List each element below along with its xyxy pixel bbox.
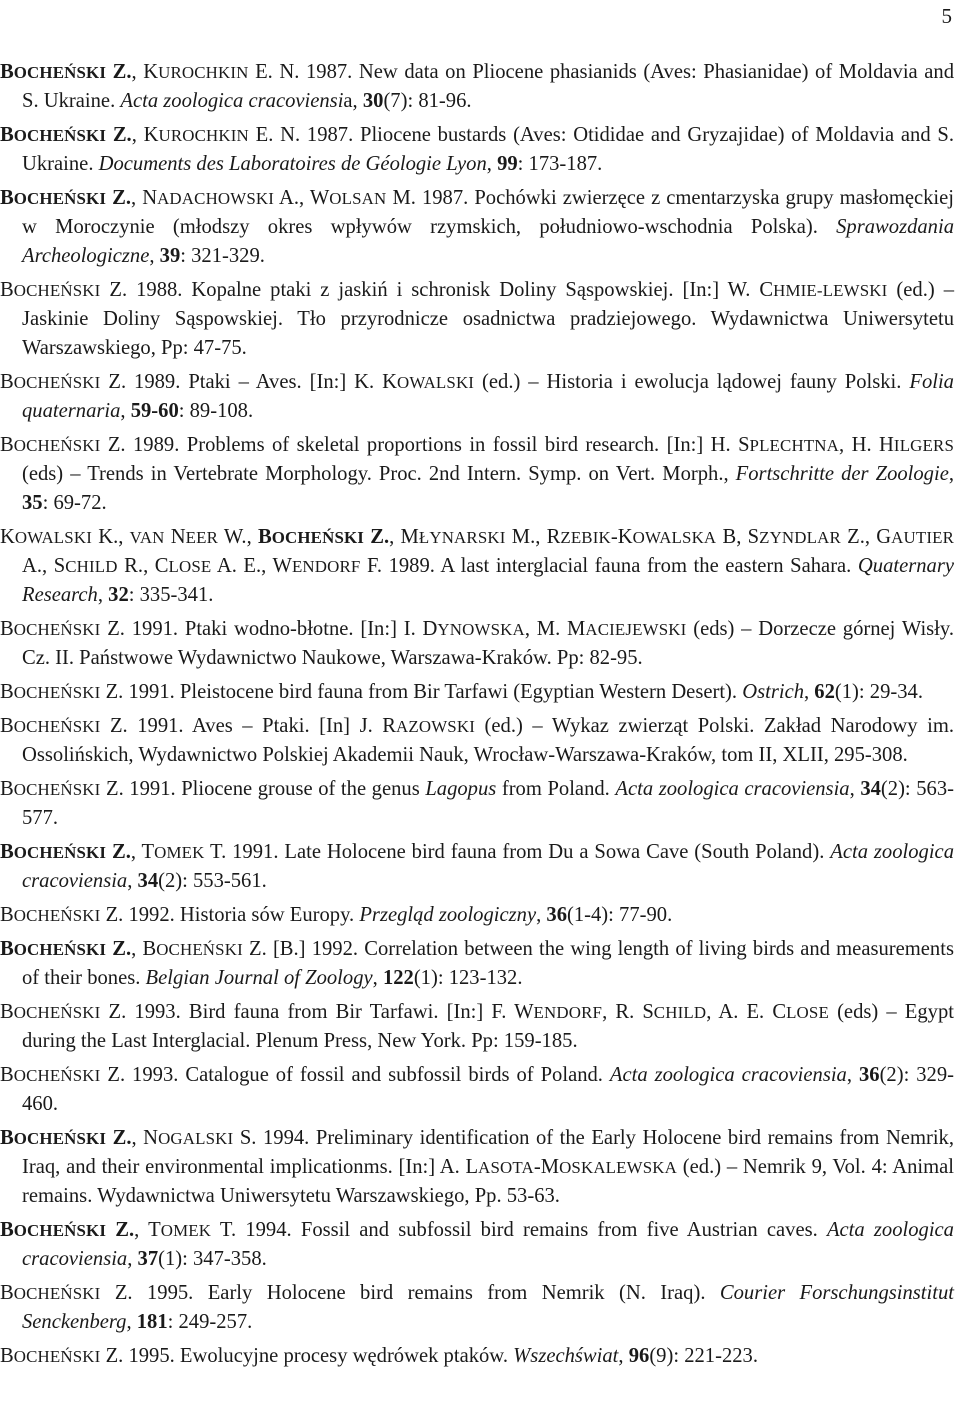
reference-text: A. E., W — [211, 555, 292, 577]
reference-journal-title: Lagopus — [425, 778, 497, 800]
reference-text: K — [0, 526, 15, 548]
reference-bold-text: B — [257, 526, 272, 548]
reference-journal-title: Przegląd zoologiczny — [359, 904, 537, 926]
reference-author-smallcaps: CHILD — [653, 1003, 707, 1022]
reference-author-smallcaps: OCHEŃSKI — [13, 436, 101, 455]
reference-text: Z. 1992. Historia sów Europy. — [100, 904, 360, 926]
reference-text: , — [120, 400, 131, 422]
reference-bold-text: Z. — [106, 938, 132, 960]
reference-text: Z. 1989. Ptaki – Aves. [In:] K. K — [100, 371, 397, 393]
reference-text: , A. E. C — [706, 1001, 787, 1023]
reference-entry — [0, 431, 954, 518]
reference-journal-title: Acta zoologica cracoviensi — [120, 90, 344, 112]
reference-text: T. 1991. Late Holocene bird fauna from Du a Sowa Cave (South Poland). — [204, 841, 831, 863]
reference-entry — [0, 1279, 954, 1337]
reference-text: Z. 1993. Bird fauna from Bir Tarfawi. [In:] F. W — [100, 1001, 534, 1023]
reference-text: , T — [134, 1219, 161, 1241]
reference-text: W., — [218, 526, 258, 548]
reference-text: (1): 347-358. — [158, 1248, 267, 1270]
reference-text: , — [149, 245, 160, 267]
reference-author-smallcaps: OCHEŃSKI — [13, 1284, 101, 1303]
reference-author-smallcaps: ASOTA — [478, 1158, 534, 1177]
reference-text: B — [0, 1282, 14, 1304]
reference-entry — [0, 184, 954, 271]
reference-text: : 173-187. — [517, 153, 603, 175]
reference-text: -M — [533, 1156, 560, 1178]
reference-bold-text: Z. — [106, 61, 132, 83]
reference-author-smallcaps: ENDORF — [533, 1003, 603, 1022]
reference-text: : 89-108. — [178, 400, 254, 422]
reference-author-smallcaps: AZOWSKI — [396, 717, 475, 736]
reference-text: (ed.) – Wykaz zwierząt Polski. Zakład Narodowy im. Ossolińskich, Wydawnictwo Polskiej Akademii Nauk, Wrocław-Warszawa-Kraków, tom II, XLII, 295-308. — [22, 715, 954, 766]
reference-text: E. N. 1987. New data on Pliocene phasianids (Aves: Phasianidae) of Moldavia and S. Ukraine. — [22, 61, 954, 112]
reference-text: (ed.) – Historia i ewolucja lądowej fauny Polski. — [474, 371, 910, 393]
reference-author-smallcaps: ENDORF — [291, 557, 361, 576]
reference-text: : 335-341. — [128, 584, 214, 606]
reference-author-smallcaps: ACIEJEWSKI — [585, 620, 687, 639]
reference-text: , — [126, 1311, 137, 1333]
reference-journal-title: Sprawozdania Archeologiczne — [22, 216, 954, 267]
reference-entry — [0, 901, 954, 930]
reference-journal-title: Quaternary Research — [22, 555, 954, 606]
reference-entry — [0, 615, 954, 673]
reference-text: -K — [610, 526, 633, 548]
reference-entry — [0, 1124, 954, 1211]
reference-author-smallcaps: OCHEŃSKI — [13, 1129, 107, 1148]
reference-text: E. N. 1987. Pliocene bustards (Aves: Otididae and Gryzajidae) of Moldavia and S. Ukraine. — [22, 124, 954, 175]
reference-bold-text: B — [0, 841, 14, 863]
reference-text: : 249-257. — [167, 1311, 253, 1333]
reference-text: , N — [131, 1127, 159, 1149]
reference-text: Z. 1995. Ewolucyjne procesy wędrówek ptaków. — [100, 1345, 514, 1367]
reference-bold-text: 32 — [108, 584, 129, 606]
reference-text: : 69-72. — [42, 492, 107, 514]
reference-text: (1): 29-34. — [834, 681, 923, 703]
reference-text: (eds) – Trends in Vertebrate Morphology. Proc. 2nd Intern. Symp. on Vert. Morph., — [22, 463, 736, 485]
reference-text: B — [0, 778, 14, 800]
reference-text: M., R — [505, 526, 561, 548]
reference-entry — [0, 276, 954, 363]
reference-bold-text: 36 — [858, 1064, 880, 1086]
reference-author-smallcaps: ŁYNARSKI — [418, 528, 506, 547]
reference-author-smallcaps: OCHEŃSKI — [13, 620, 101, 639]
reference-text: (eds) – Dorzecze górnej Wisły. Cz. II. Państwowe Wydawnictwo Naukowe, Warszawa-Kraków. Pp: 82-95. — [22, 618, 955, 669]
reference-text: B, S — [716, 526, 760, 548]
reference-author-smallcaps: HMIE-LEWSKI — [773, 281, 888, 300]
reference-entry — [0, 838, 954, 896]
reference-author-smallcaps: LOSE — [168, 557, 212, 576]
reference-text: , K — [131, 61, 159, 83]
reference-author-smallcaps: CHILD — [65, 557, 118, 576]
reference-author-smallcaps: OWALSKI — [396, 373, 475, 392]
reference-author-smallcaps: OSKALEWSKA — [559, 1158, 677, 1177]
reference-text: , M — [389, 526, 419, 548]
reference-text: Z., G — [840, 526, 892, 548]
reference-text: (9): 221-223. — [649, 1345, 758, 1367]
reference-author-smallcaps: OMEK — [154, 843, 205, 862]
reference-text: , K — [131, 124, 159, 146]
reference-bold-text: Z. — [106, 124, 132, 146]
reference-author-smallcaps: OCHEŃSKI — [13, 373, 101, 392]
reference-text: (ed.) – Nemrik 9, Vol. 4: Animal remains. Wydawnictwa Uniwersytetu Warszawskiego, Pp. 53-63. — [22, 1156, 954, 1207]
reference-text: , — [372, 967, 383, 989]
reference-text: , N — [131, 187, 158, 209]
reference-author-smallcaps: YNOWSKA — [437, 620, 525, 639]
reference-text: , — [536, 904, 547, 926]
reference-text: Z. 1991. Ptaki wodno-błotne. [In:] I. D — [100, 618, 438, 640]
reference-author-smallcaps: LOSE — [786, 1003, 829, 1022]
reference-author-smallcaps: OCHEŃSKI — [13, 126, 107, 145]
reference-bold-text: 181 — [136, 1311, 168, 1333]
reference-entry — [0, 775, 954, 833]
reference-author-smallcaps: OCHEŃSKI — [13, 683, 101, 702]
reference-text: T. 1994. Fossil and subfossil bird remains from five Austrian caves. — [211, 1219, 827, 1241]
reference-text: B — [0, 618, 14, 640]
reference-text: , — [486, 153, 498, 175]
reference-author-smallcaps: ADACHOWSKI — [157, 189, 275, 208]
reference-text: B — [0, 371, 14, 393]
reference-bold-text: 62 — [814, 681, 835, 703]
reference-bold-text: 99 — [497, 153, 518, 175]
reference-author-smallcaps: OCHEŃSKI — [13, 281, 101, 300]
reference-text: (2): 553-561. — [158, 870, 267, 892]
reference-author-smallcaps: OCHEŃSKI — [13, 940, 107, 959]
reference-bold-text: 35 — [22, 492, 43, 514]
reference-text: (2): 563-577. — [22, 778, 954, 829]
reference-text: A., W — [274, 187, 330, 209]
reference-text: Z. 1991. Pleistocene bird fauna from Bir Tarfawi (Egyptian Western Desert). — [100, 681, 743, 703]
reference-bold-text: B — [0, 938, 14, 960]
reference-bold-text: B — [0, 124, 14, 146]
reference-bold-text: 39 — [159, 245, 181, 267]
reference-text: A., S — [22, 555, 66, 577]
reference-bold-text: B — [0, 1127, 14, 1149]
reference-text: Z. [B.] 1992. Correlation between the wing length of living birds and measurements of their bones. — [22, 938, 954, 989]
reference-entry — [0, 368, 954, 426]
reference-author-smallcaps: OCHEŃSKI — [13, 1347, 101, 1366]
reference-entry — [0, 1061, 954, 1119]
reference-text: Z. 1991. Aves – Ptaki. [In] J. R — [100, 715, 397, 737]
reference-text: (1-4): 77-90. — [566, 904, 673, 926]
reference-text: B — [0, 715, 14, 737]
reference-author-smallcaps: OCHEŃSKI — [271, 528, 365, 547]
reference-author-smallcaps: OCHEŃSKI — [13, 906, 101, 925]
reference-journal-title: Courier Forschungsinstitut Senckenberg — [22, 1282, 954, 1333]
reference-bold-text: 34 — [137, 870, 159, 892]
reference-author-smallcaps: ZYNDLAR — [759, 528, 841, 547]
reference-author-smallcaps: OCHEŃSKI — [156, 940, 243, 959]
reference-bold-text: B — [0, 187, 14, 209]
reference-journal-title: Acta zoologica cracoviensia — [22, 841, 954, 892]
reference-text: B — [0, 1064, 14, 1086]
reference-author-smallcaps: UROCHKIN — [158, 126, 249, 145]
reference-text: Z. 1993. Catalogue of fossil and subfossil birds of Poland. — [100, 1064, 610, 1086]
reference-journal-title: Acta zoologica cracoviensia — [609, 1064, 847, 1086]
reference-author-smallcaps: OCHEŃSKI — [13, 1066, 101, 1085]
reference-text: , — [127, 870, 138, 892]
reference-entry — [0, 712, 954, 770]
reference-author-smallcaps: OCHEŃSKI — [13, 63, 107, 82]
reference-text: , — [948, 463, 954, 485]
reference-journal-title: Ostrich — [742, 681, 804, 703]
reference-text: (2): 329-460. — [22, 1064, 954, 1115]
reference-journal-title: Wszechświat — [513, 1345, 619, 1367]
reference-list — [0, 58, 954, 1376]
reference-bold-text: 122 — [382, 967, 414, 989]
reference-text: M. 1987. Pochówki zwierzęce z cmentarzyska grupy masłomęckiej w Moroczynie (młodszy okres wpływów rzymskich, południowo-wschodnia Polska). — [22, 187, 954, 238]
reference-bold-text: Z. — [106, 1127, 132, 1149]
reference-text: R., C — [117, 555, 169, 577]
reference-bold-text: B — [0, 61, 14, 83]
reference-text: Z. 1991. Pliocene grouse of the genus — [100, 778, 426, 800]
reference-journal-title: Acta zoologica cracoviensia — [22, 1219, 954, 1270]
reference-text: B — [0, 681, 14, 703]
reference-bold-text: 59-60 — [130, 400, 179, 422]
reference-author-smallcaps: OCHEŃSKI — [13, 780, 101, 799]
reference-text: Z. 1988. Kopalne ptaki z jaskiń i schronisk Doliny Sąspowskiej. [In:] W. C — [100, 279, 774, 301]
reference-text: (ed.) – Jaskinie Doliny Sąspowskiej. Tło przyrodnicze osadnictwa pradziejowego. Wydawnictwa Uniwersytetu Warszawskiego, Pp: 47-75. — [22, 279, 954, 359]
reference-text: , H. H — [839, 434, 894, 456]
reference-author-smallcaps: ILGERS — [893, 436, 954, 455]
reference-text: K., — [92, 526, 130, 548]
reference-author-smallcaps: UROCHKIN — [158, 63, 249, 82]
reference-text: , — [804, 681, 815, 703]
reference-text: , M. M — [524, 618, 586, 640]
reference-bold-text: 34 — [860, 778, 881, 800]
reference-bold-text: 30 — [362, 90, 384, 112]
reference-text: B — [0, 434, 14, 456]
reference-text: : 321-329. — [180, 245, 265, 267]
reference-journal-title: Belgian Journal of Zoology — [145, 967, 373, 989]
reference-author-smallcaps: ZEBIK — [560, 528, 611, 547]
reference-text: a, — [343, 90, 363, 112]
reference-entry — [0, 935, 954, 993]
reference-bold-text: Z. — [106, 1219, 135, 1241]
reference-entry — [0, 121, 954, 179]
reference-text: B — [0, 1345, 14, 1367]
reference-bold-text: 36 — [546, 904, 567, 926]
reference-author-smallcaps: PLECHTNA — [749, 436, 840, 455]
reference-text: (1): 123-132. — [413, 967, 523, 989]
reference-journal-title: Fortschritte der Zoologie — [735, 463, 949, 485]
reference-text: , — [846, 1064, 859, 1086]
reference-bold-text: Z. — [364, 526, 390, 548]
reference-text: , — [97, 584, 109, 606]
reference-entry — [0, 1342, 954, 1371]
reference-text: (eds) – Egypt during the Last Interglacial. Plenum Press, New York. Pp: 159-185. — [22, 1001, 954, 1052]
reference-author-smallcaps: OCHEŃSKI — [13, 1221, 107, 1240]
reference-text: F. 1989. A last interglacial fauna from the eastern Sahara. — [360, 555, 858, 577]
reference-text: B — [0, 1001, 14, 1023]
reference-bold-text: Z. — [106, 187, 131, 209]
reference-text: N — [164, 526, 186, 548]
reference-text: , — [618, 1345, 629, 1367]
reference-journal-title: Documents des Laboratoires de Géologie Lyon — [98, 153, 487, 175]
reference-author-smallcaps: VAN — [129, 528, 165, 547]
reference-author-smallcaps: OGALSKI — [158, 1129, 234, 1148]
reference-author-smallcaps: OCHEŃSKI — [13, 717, 101, 736]
reference-text: , — [849, 778, 861, 800]
reference-entry — [0, 523, 954, 610]
reference-entry — [0, 998, 954, 1056]
reference-author-smallcaps: OLSAN — [329, 189, 387, 208]
reference-entry — [0, 1216, 954, 1274]
reference-bold-text: Z. — [106, 841, 131, 863]
reference-text: , B — [131, 938, 157, 960]
reference-text: , R. S — [602, 1001, 654, 1023]
reference-journal-title: Acta zoologica cracoviensia — [615, 778, 850, 800]
reference-bold-text: 96 — [628, 1345, 650, 1367]
reference-author-smallcaps: EER — [185, 528, 219, 547]
reference-bold-text: 37 — [137, 1248, 159, 1270]
reference-text: from Poland. — [496, 778, 616, 800]
reference-author-smallcaps: OCHEŃSKI — [13, 843, 107, 862]
reference-text: Z. 1989. Problems of skeletal proportions in fossil bird research. [In:] H. S — [100, 434, 750, 456]
reference-author-smallcaps: OCHEŃSKI — [13, 1003, 101, 1022]
reference-text: B — [0, 279, 14, 301]
reference-author-smallcaps: OWALSKI — [14, 528, 92, 547]
reference-text: Z. 1995. Early Holocene bird remains from Nemrik (N. Iraq). — [100, 1282, 720, 1304]
reference-text: (7): 81-96. — [383, 90, 472, 112]
reference-author-smallcaps: OMEK — [160, 1221, 212, 1240]
reference-text: S. 1994. Preliminary identification of the Early Holocene bird remains from Nemrik, Iraq, and their environmental implicationms. [In:] A. L — [22, 1127, 954, 1178]
reference-entry — [0, 58, 954, 116]
reference-text: , T — [130, 841, 155, 863]
reference-entry — [0, 678, 954, 707]
reference-bold-text: B — [0, 1219, 14, 1241]
reference-author-smallcaps: OCHEŃSKI — [13, 189, 107, 208]
reference-author-smallcaps: OWALSKA — [632, 528, 717, 547]
reference-text: B — [0, 904, 14, 926]
reference-text: , — [127, 1248, 138, 1270]
page-number: 5 — [941, 4, 952, 28]
reference-author-smallcaps: AUTIER — [891, 528, 955, 547]
reference-journal-title: Folia quaternaria — [22, 371, 954, 422]
